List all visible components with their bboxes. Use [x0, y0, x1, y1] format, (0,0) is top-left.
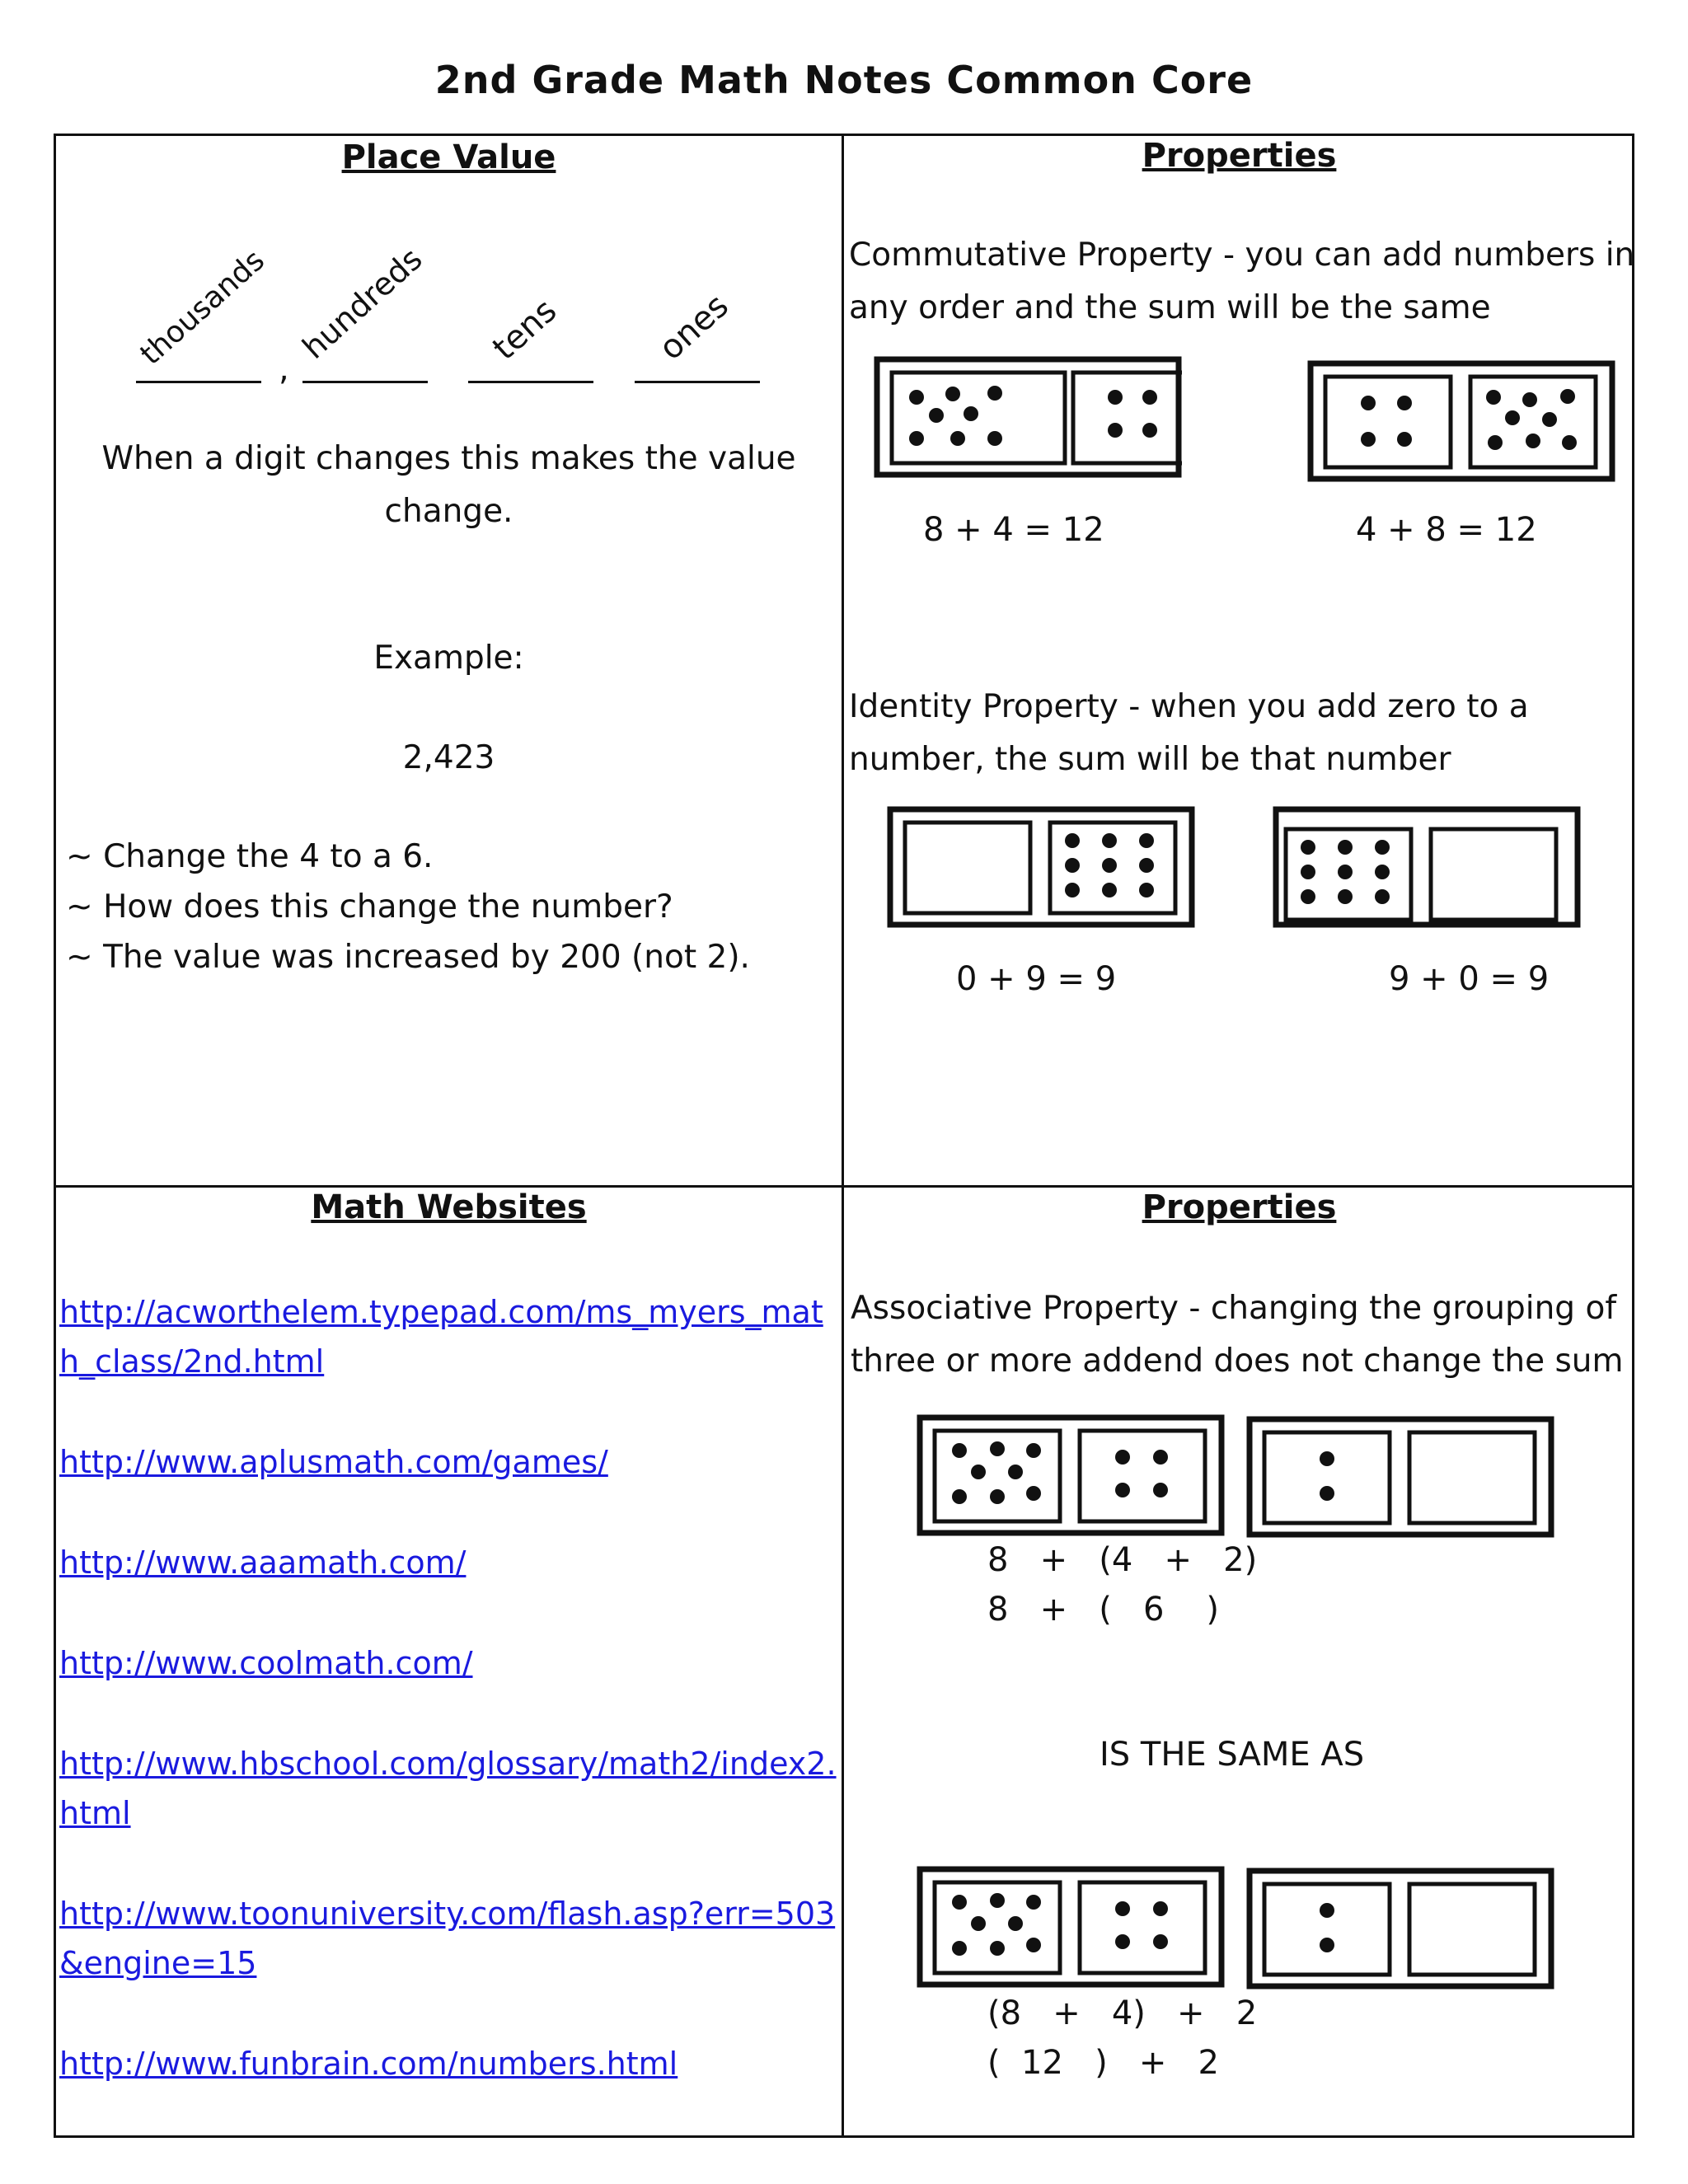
properties-heading-top: Properties [1142, 137, 1337, 175]
place-value-text-line2: change. [384, 493, 513, 530]
example-value: 2,423 [402, 739, 495, 776]
domino-pair-8-4 [917, 1414, 1225, 1536]
math-websites-heading: Math Websites [311, 1188, 587, 1226]
domino-2-blank [1246, 1416, 1554, 1538]
domino-2-blank-regrouped [1246, 1868, 1554, 1990]
tens-label: tens [485, 291, 565, 368]
ones-blank [635, 381, 760, 383]
website-link-acworthelem[interactable]: http://acworthelem.typepad.com/ms_myers_math_class/2nd.html [59, 1294, 823, 1380]
website-link-coolmath[interactable]: http://www.coolmath.com/ [59, 1645, 473, 1681]
identity-line1: Identity Property - when you add zero to a [849, 688, 1529, 725]
identity-equation-left: 0 + 9 = 9 [956, 960, 1117, 998]
grid-horizontal-divider [54, 1185, 1634, 1188]
bullet-question: ~ How does this change the number? [66, 888, 673, 926]
tens-blank [468, 381, 593, 383]
bullet-change: ~ Change the 4 to a 6. [66, 838, 434, 875]
domino-pair-8-4-regrouped [917, 1866, 1225, 1988]
commutative-line1: Commutative Property - you can add numbers in [849, 237, 1635, 274]
website-link-toonuniversity[interactable]: http://www.toonuniversity.com/flash.asp?err=503&engine=15 [59, 1896, 836, 1981]
commutative-line2: any order and the sum will be the same [849, 289, 1491, 326]
comma-separator: , [279, 350, 289, 388]
place-value-heading: Place Value [341, 138, 556, 176]
is-the-same-as-label: IS THE SAME AS [1100, 1736, 1365, 1774]
ones-label: ones [652, 287, 736, 368]
associative-line1: Associative Property - changing the grouping of [851, 1290, 1617, 1327]
commutative-equation-right: 4 + 8 = 12 [1356, 511, 1537, 549]
associative-line2: three or more addend does not change the sum [851, 1343, 1624, 1380]
website-link-aaamath[interactable]: http://www.aaamath.com/ [59, 1544, 467, 1581]
associative-eq1-line2: 8 + ( 6 ) [987, 1591, 1219, 1629]
identity-line2: number, the sum will be that number [849, 741, 1451, 778]
grid-vertical-divider [842, 134, 844, 2138]
thousands-label: thousands [134, 243, 271, 372]
hundreds-blank [302, 381, 428, 383]
website-link-funbrain[interactable]: http://www.funbrain.com/numbers.html [59, 2046, 678, 2082]
identity-equation-right: 9 + 0 = 9 [1389, 960, 1550, 998]
domino-9-plus-0 [1273, 806, 1581, 928]
commutative-equation-left: 8 + 4 = 12 [923, 511, 1104, 549]
domino-4-plus-8 [1307, 360, 1615, 482]
domino-8-plus-4 [874, 356, 1182, 478]
properties-heading-bottom: Properties [1142, 1188, 1337, 1226]
associative-eq1-line1: 8 + (4 + 2) [987, 1541, 1258, 1579]
website-link-aplusmath[interactable]: http://www.aplusmath.com/games/ [59, 1444, 608, 1480]
hundreds-label: hundreds [295, 240, 429, 366]
place-value-text-line1: When a digit changes this makes the value [101, 440, 796, 477]
associative-eq2-line2: ( 12 ) + 2 [987, 2044, 1219, 2082]
page-title: 2nd Grade Math Notes Common Core [434, 58, 1254, 102]
thousands-blank [136, 381, 261, 383]
example-label: Example: [373, 640, 524, 677]
associative-eq2-line1: (8 + 4) + 2 [987, 1994, 1258, 2032]
bullet-answer: ~ The value was increased by 200 (not 2). [66, 939, 750, 976]
website-link-hbschool[interactable]: http://www.hbschool.com/glossary/math2/index2.html [59, 1746, 837, 1831]
domino-0-plus-9 [887, 806, 1195, 928]
